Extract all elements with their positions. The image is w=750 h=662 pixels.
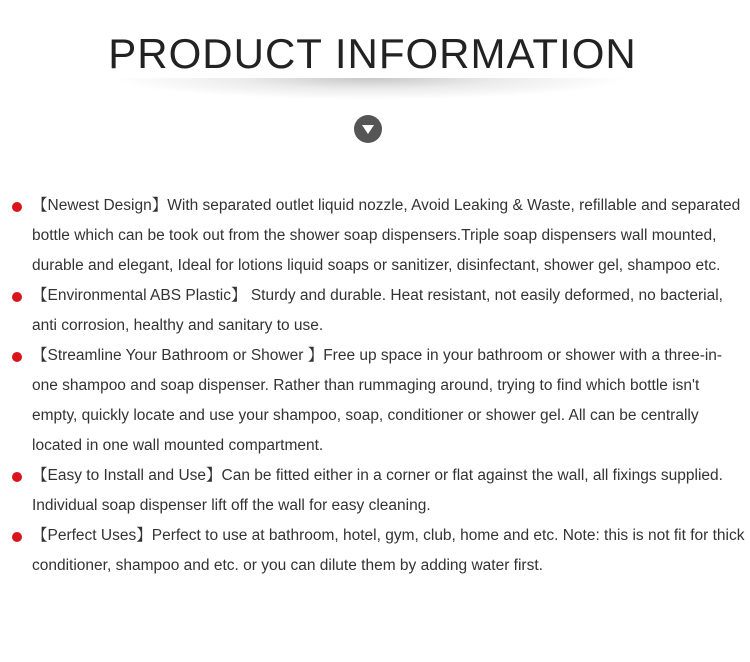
feature-text: Sturdy and durable. Heat resistant, not easily deformed, no bacterial, anti corrosion, healthy and sanitary to use. [32, 287, 723, 334]
feature-item-newest-design [0, 191, 750, 281]
product-info-header [0, 0, 750, 160]
feature-item-streamline-bathroom [0, 341, 750, 461]
feature-label: 【Environmental ABS Plastic】 [32, 287, 247, 304]
feature-label: 【Newest Design】 [32, 197, 168, 214]
feature-text: With separated outlet liquid nozzle, Avoid Leaking & Waste, refillable and separated bottle which can be took out from the shower soap dispensers.Triple soap dispensers wall mounted, durable and elegant, Ideal for lotions liquid soaps or sanitizer, disinfectant, shower gel, shampoo etc. [32, 197, 741, 274]
feature-text: Free up space in your bathroom or shower with a three-in-one shampoo and soap dispenser. Rather than rummaging around, trying to find which bottle isn't empty, quickly locate and use your shampoo, soap, conditioner or shower gel. All can be centrally located in one wall mounted compartment. [32, 347, 723, 454]
feature-label: 【Perfect Uses】 [32, 527, 152, 544]
bullet-dot-icon [12, 532, 22, 542]
bullet-dot-icon [12, 202, 22, 212]
title-shadow-divider [110, 78, 630, 100]
feature-label: 【Easy to Install and Use】 [32, 467, 222, 484]
feature-item-environmental-abs-plastic [0, 281, 750, 341]
feature-item-perfect-uses [0, 521, 750, 581]
page-title: PRODUCT INFORMATION [108, 30, 637, 77]
feature-text: Perfect to use at bathroom, hotel, gym, club, home and etc. Note: this is not fit for thick conditioner, shampoo and etc. or you can dilute them by adding water first. [32, 527, 745, 574]
bullet-dot-icon [12, 292, 22, 302]
feature-list [0, 191, 750, 581]
triangle-down-icon [354, 115, 382, 143]
feature-text: Can be fitted either in a corner or flat against the wall, all fixings supplied. Individual soap dispenser lift off the wall for easy cleaning. [32, 467, 723, 514]
bullet-dot-icon [12, 472, 22, 482]
bullet-dot-icon [12, 352, 22, 362]
feature-item-easy-install [0, 461, 750, 521]
feature-label: 【Streamline Your Bathroom or Shower 】 [32, 347, 324, 364]
